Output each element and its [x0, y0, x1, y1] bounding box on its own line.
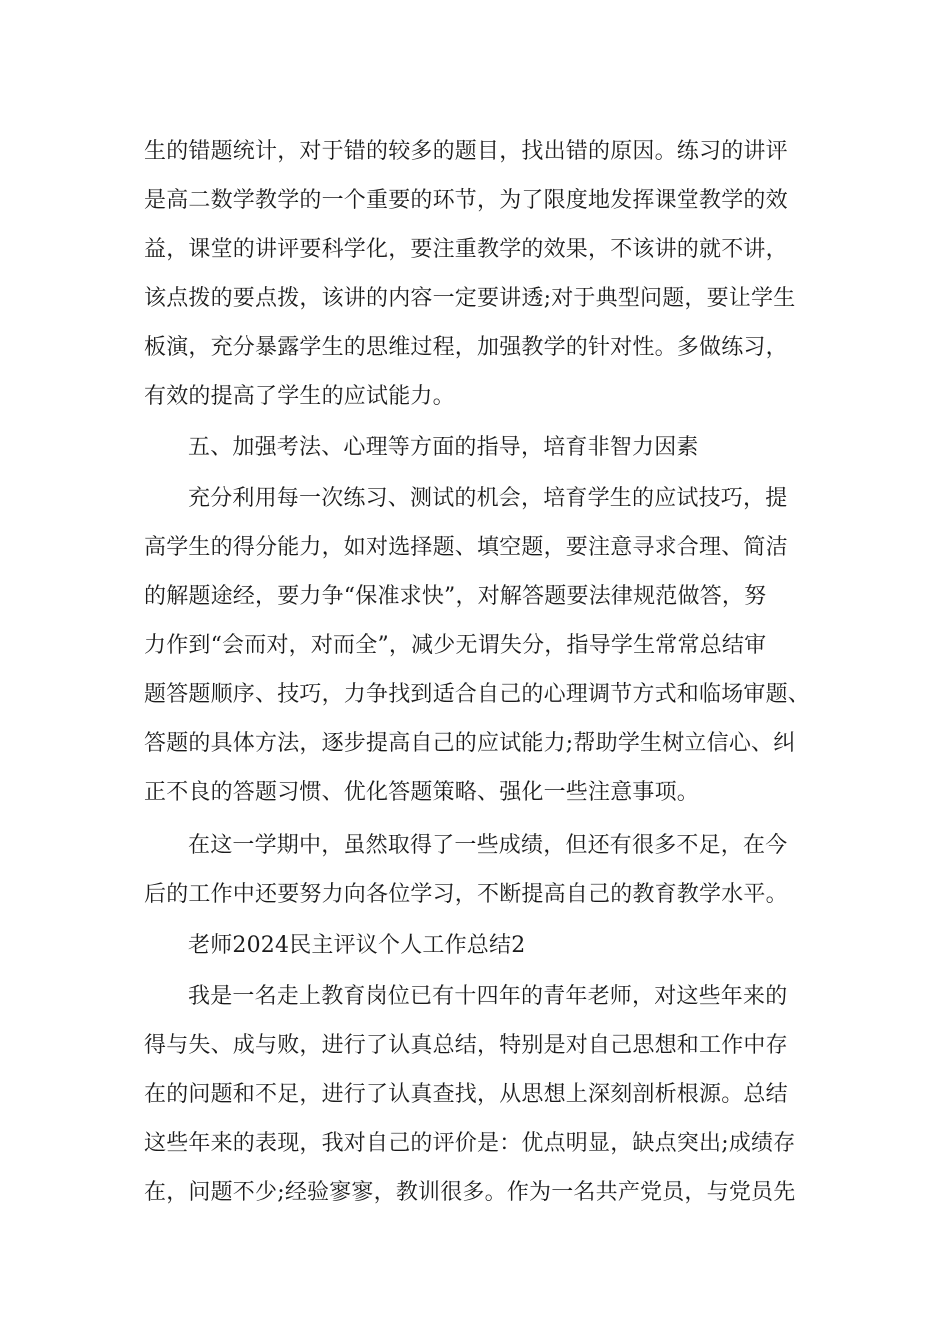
text-line: 充分利用每一次练习、测试的机会，培育学生的应试技巧，提: [188, 486, 788, 511]
text-line: 答题的具体方法，逐步提高自己的应试能力;帮助学生树立信心、纠: [144, 731, 796, 756]
text-line: 益，课堂的讲评要科学化，要注重教学的效果，不该讲的就不讲，: [144, 237, 788, 262]
section-heading: 五、加强考法、心理等方面的指导，培育非智力因素: [188, 435, 699, 460]
text-line: 后的工作中还要努力向各位学习，不断提高自己的教育教学水平。: [144, 882, 788, 907]
text-line: 在这一学期中，虽然取得了一些成绩，但还有很多不足，在今: [188, 833, 788, 858]
text-line: 的解题途经，要力争“保准求快”，对解答题要法律规范做答，努: [144, 584, 767, 609]
text-line: 是高二数学教学的一个重要的环节，为了限度地发挥课堂教学的效: [144, 188, 788, 213]
text-line: 在，问题不少;经验寥寥，教训很多。作为一名共产党员，与党员先: [144, 1180, 796, 1205]
text-line: 得与失、成与败，进行了认真总结，特别是对自己思想和工作中存: [144, 1033, 788, 1058]
text-line: 有效的提高了学生的应试能力。: [144, 384, 455, 409]
section-title: 老师2024民主评议个人工作总结2: [188, 933, 526, 958]
text-line: 力作到“会而对，对而全”，减少无谓失分，指导学生常常总结审: [144, 633, 767, 658]
text-line: 生的错题统计，对于错的较多的题目，找出错的原因。练习的讲评: [144, 139, 788, 164]
text-line: 在的问题和不足，进行了认真查找，从思想上深刻剖析根源。总结: [144, 1082, 788, 1107]
text-line: 高学生的得分能力，如对选择题、填空题，要注意寻求合理、简洁: [144, 535, 788, 560]
text-line: 我是一名走上教育岗位已有十四年的青年老师，对这些年来的: [188, 984, 788, 1009]
text-line: 该点拨的要点拨，该讲的内容一定要讲透;对于典型问题，要让学生: [144, 286, 796, 311]
text-line: 板演，充分暴露学生的思维过程，加强教学的针对性。多做练习，: [144, 335, 788, 360]
text-line: 题答题顺序、技巧，力争找到适合自己的心理调节方式和临场审题、: [144, 682, 811, 707]
text-line: 这些年来的表现，我对自己的评价是：优点明显，缺点突出;成绩存: [144, 1131, 796, 1156]
text-line: 正不良的答题习惯、优化答题策略、强化一些注意事项。: [144, 780, 700, 805]
